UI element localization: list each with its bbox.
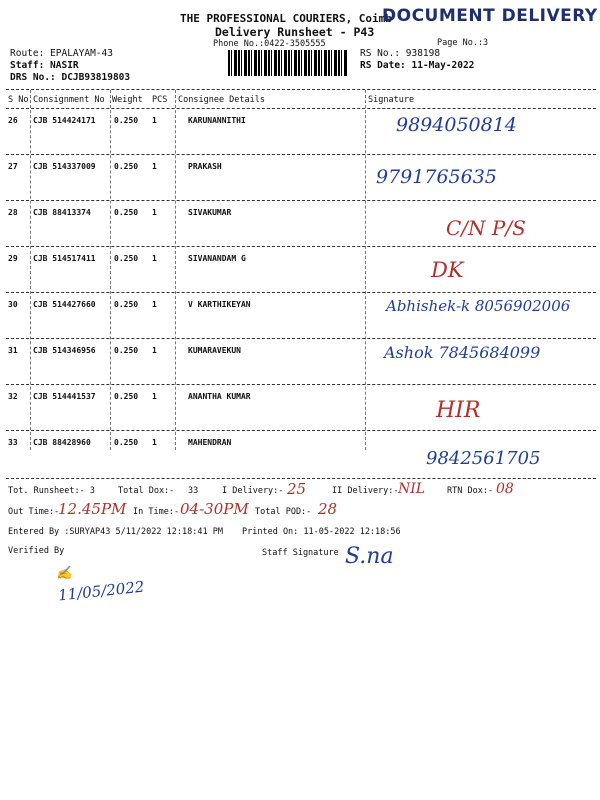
row-consignee: PRAKASH [188, 162, 222, 171]
row-sno: 33 [8, 438, 18, 447]
verification-date: 11/05/2022 [57, 577, 146, 605]
row-pcs: 1 [152, 346, 157, 355]
row-weight: 0.250 [114, 208, 139, 217]
table-row [6, 386, 596, 430]
col-consignee: Consignee Details [178, 95, 265, 105]
row-sno: 31 [8, 346, 18, 355]
out-time-label: Out Time:- [8, 507, 60, 517]
row-signature: HIR [436, 398, 481, 423]
row-weight: 0.250 [114, 116, 139, 125]
out-time-value: 12.45PM [58, 500, 127, 518]
table-row [6, 202, 596, 246]
table-row [6, 294, 596, 338]
row-consignee: KARUNANNITHI [188, 116, 246, 125]
row-consignee: KUMARAVEKUN [188, 346, 241, 355]
divider [6, 246, 596, 247]
col-sno: S No [8, 95, 29, 105]
row-consignee: ANANTHA KUMAR [188, 392, 251, 401]
divider [6, 430, 596, 431]
row-sno: 32 [8, 392, 18, 401]
col-weight: Weight [112, 95, 143, 105]
row-signature: Abhishek-k 8056902006 [386, 297, 571, 315]
col-pcs: PCS [152, 95, 168, 105]
row-pcs: 1 [152, 392, 157, 401]
row-consignment: CJB 88428960 [33, 438, 91, 447]
row-weight: 0.250 [114, 254, 139, 263]
row-consignment: CJB 514441537 [33, 392, 96, 401]
row-signature: C/N P/S [446, 216, 526, 240]
divider [6, 338, 596, 339]
divider [6, 384, 596, 385]
rs-date: RS Date: 11-May-2022 [360, 60, 475, 71]
table-row [6, 340, 596, 384]
row-weight: 0.250 [114, 162, 139, 171]
divider [6, 154, 596, 155]
ii-delivery-value: NIL [398, 481, 426, 497]
row-consignee: SIVAKUMAR [188, 208, 232, 217]
row-pcs: 1 [152, 116, 157, 125]
table-row [6, 248, 596, 292]
row-sno: 26 [8, 116, 18, 125]
row-signature: DK [431, 258, 464, 282]
rtn-dox-value: 08 [496, 481, 514, 497]
row-consignment: CJB 514517411 [33, 254, 96, 263]
staff-signature-hand: S.na [345, 544, 394, 569]
row-weight: 0.250 [114, 300, 139, 309]
route: Route: EPALAYAM-43 [10, 48, 113, 59]
row-pcs: 1 [152, 208, 157, 217]
row-sno: 27 [8, 162, 18, 171]
sheet-title: Delivery Runsheet - P43 [215, 25, 375, 39]
row-consignment: CJB 88413374 [33, 208, 91, 217]
row-consignee: V KARTHIKEYAN [188, 300, 251, 309]
drs-number: DRS No.: DCJB93819803 [10, 72, 131, 83]
row-signature: 9894050814 [396, 114, 517, 136]
row-weight: 0.250 [114, 346, 139, 355]
row-sno: 29 [8, 254, 18, 263]
i-delivery-label: I Delivery:- [222, 486, 284, 496]
row-consignee: SIVANANDAM G [188, 254, 246, 263]
row-consignment: CJB 514337009 [33, 162, 96, 171]
row-consignment: CJB 514427660 [33, 300, 96, 309]
in-time-value: 04-30PM [180, 500, 249, 518]
entered-by: Entered By :SURYAP43 5/11/2022 12:18:41 PM [8, 527, 223, 537]
total-dox-label: Total Dox:- [118, 486, 175, 496]
page-number: Page No.:3 [437, 38, 489, 48]
row-consignee: MAHENDRAN [188, 438, 232, 447]
rs-number: RS No.: 938198 [360, 48, 441, 59]
row-pcs: 1 [152, 254, 157, 263]
table-row [6, 110, 596, 154]
phone-number: Phone No.:0422-3505555 [213, 39, 326, 49]
staff-signature-label: Staff Signature [262, 548, 339, 558]
verified-by-label: Verified By [8, 546, 65, 556]
table-row [6, 156, 596, 200]
i-delivery-value: 25 [287, 480, 307, 498]
row-pcs: 1 [152, 300, 157, 309]
row-sno: 30 [8, 300, 18, 309]
barcode [228, 50, 348, 76]
row-consignment: CJB 514346956 [33, 346, 96, 355]
in-time-label: In Time:- [133, 507, 180, 517]
total-dox-value: 33 [188, 486, 199, 496]
col-signature: Signature [368, 95, 415, 105]
row-weight: 0.250 [114, 438, 139, 447]
total-pod-label: Total POD:- [255, 507, 312, 517]
total-pod-value: 28 [318, 500, 338, 518]
divider [6, 478, 596, 479]
divider [6, 292, 596, 293]
row-pcs: 1 [152, 162, 157, 171]
divider [6, 89, 596, 90]
row-weight: 0.250 [114, 392, 139, 401]
divider [6, 200, 596, 201]
row-signature: Ashok 7845684099 [384, 343, 541, 362]
row-sno: 28 [8, 208, 18, 217]
row-consignment: CJB 514424171 [33, 116, 96, 125]
company-name: THE PROFESSIONAL COURIERS, Coimb [180, 12, 392, 25]
col-consignment: Consignment No [33, 95, 105, 105]
staff: Staff: NASIR [10, 60, 79, 71]
row-pcs: 1 [152, 438, 157, 447]
row-signature: 9791765635 [376, 166, 497, 188]
ii-delivery-label: II Delivery:- [332, 486, 399, 496]
table-row [6, 432, 596, 476]
verifier-initials-icon: ✍ [56, 566, 73, 581]
divider [6, 108, 596, 109]
document-delivery-stamp: DOCUMENT DELIVERY [382, 6, 598, 26]
row-signature: 9842561705 [426, 448, 541, 469]
total-runsheet: Tot. Runsheet:- 3 [8, 486, 95, 496]
printed-on: Printed On: 11-05-2022 12:18:56 [242, 527, 401, 537]
rtn-dox-label: RTN Dox:- [447, 486, 494, 496]
